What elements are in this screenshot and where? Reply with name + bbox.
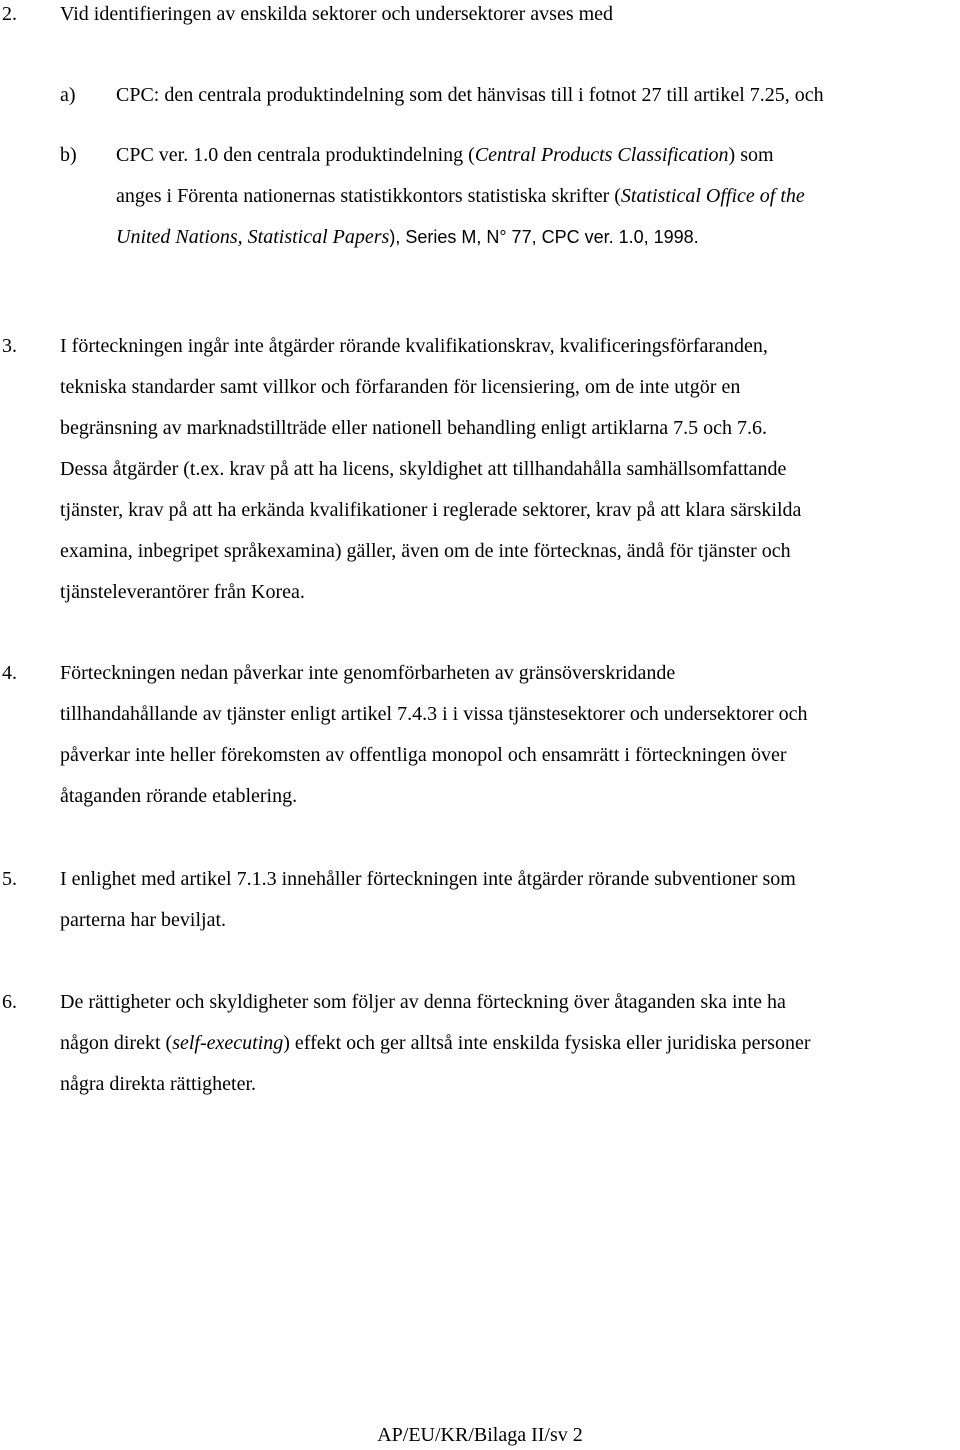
paragraph-line: parterna har beviljat. — [60, 909, 227, 931]
paragraph-line: I enlighet med artikel 7.1.3 innehåller förteckningen inte åtgärder rörande subventioner som — [60, 868, 796, 890]
list-item-a — [0, 75, 958, 116]
text-run: CPC ver. 1.0 den centrala produktindelning ( — [116, 144, 475, 166]
paragraph-number: 4. — [2, 662, 17, 684]
text-run: ) effekt och ger alltså inte enskilda fysiska eller juridiska personer — [283, 1032, 811, 1054]
paragraph-line: De rättigheter och skyldigheter som följer av denna förteckning över åtaganden ska inte ha — [60, 991, 786, 1013]
text-run: anges i Förenta nationernas statistikkontors statistiska skrifter ( — [116, 185, 621, 207]
paragraph-line: tjänsteleverantörer från Korea. — [60, 581, 305, 603]
paragraph-body — [60, 326, 958, 613]
paragraph-body — [60, 0, 958, 35]
text-run: någon direkt ( — [60, 1032, 173, 1054]
paragraph-line: I förteckningen ingår inte åtgärder rörande kvalifikationskrav, kvalificeringsförfaranden, — [60, 335, 768, 357]
paragraph-number: 5. — [2, 868, 17, 890]
list-item-text: CPC: den centrala produktindelning som det hänvisas till i fotnot 27 till artikel 7.25, och — [116, 84, 824, 106]
paragraph-body — [60, 653, 958, 817]
paragraph-number: 2. — [2, 3, 17, 25]
text-run: ), Series M, N° 77, CPC ver. 1.0, 1998. — [389, 227, 699, 247]
paragraph-line: påverkar inte heller förekomsten av offentliga monopol och ensamrätt i förteckningen över — [60, 744, 787, 766]
paragraph-line: examina, inbegripet språkexamina) gäller, även om de inte förtecknas, ändå för tjänster och — [60, 540, 791, 562]
paragraph-line: några direkta rättigheter. — [60, 1073, 257, 1095]
paragraph-line — [60, 1023, 958, 1064]
paragraph-6 — [0, 982, 958, 1112]
italic-term: self-executing — [172, 1032, 284, 1054]
list-item-b — [0, 135, 958, 265]
italic-term: Statistical Office of the — [620, 185, 805, 207]
paragraph-body — [60, 982, 958, 1105]
paragraph-4 — [0, 653, 958, 823]
paragraph-3 — [0, 326, 958, 616]
list-item-line — [116, 176, 958, 217]
paragraph-line: Dessa åtgärder (t.ex. krav på att ha licens, skyldighet att tillhandahålla samhällsomfattande — [60, 458, 787, 480]
italic-term: Central Products Classification — [474, 144, 729, 166]
paragraph-line: begränsning av marknadstillträde eller nationell behandling enligt artiklarna 7.5 och 7.6. — [60, 417, 768, 439]
italic-term: United Nations, Statistical Papers — [116, 226, 390, 248]
paragraph-body — [60, 859, 958, 941]
list-item-label: a) — [60, 84, 76, 106]
paragraph-5 — [0, 859, 958, 949]
list-item-body — [116, 135, 958, 258]
list-item-body — [116, 75, 958, 116]
paragraph-line: tjänster, krav på att ha erkända kvalifikationer i reglerade sektorer, krav på att klara särskilda — [60, 499, 802, 521]
list-item-label: b) — [60, 144, 77, 166]
paragraph-line: Förteckningen nedan påverkar inte genomförbarheten av gränsöverskridande — [60, 662, 676, 684]
page-footer-reference: AP/EU/KR/Bilaga II/sv 2 — [377, 1424, 583, 1446]
paragraph-number: 3. — [2, 335, 17, 357]
paragraph-intro: Vid identifieringen av enskilda sektorer och undersektorer avses med — [60, 3, 614, 25]
paragraph-line: tillhandahållande av tjänster enligt artikel 7.4.3 i i vissa tjänstesektorer och undersektorer och — [60, 703, 808, 725]
paragraph-line: åtaganden rörande etablering. — [60, 785, 298, 807]
list-item-line — [116, 217, 958, 258]
paragraph-line: tekniska standarder samt villkor och förfaranden för licensiering, om de inte utgör en — [60, 376, 741, 398]
text-run: ) som — [728, 144, 774, 166]
paragraph-number: 6. — [2, 991, 17, 1013]
list-item-line — [116, 135, 958, 176]
